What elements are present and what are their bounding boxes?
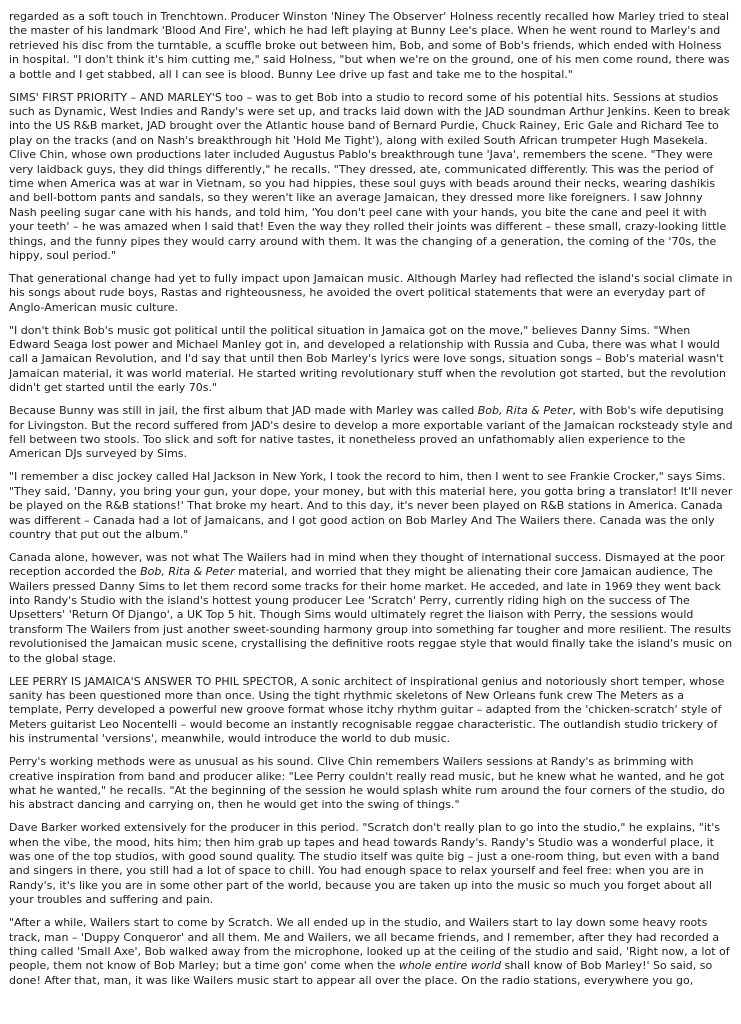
body-text: Dave Barker worked extensively for the producer in this period. "Scratch don't really plan to go into the studio," he explains, "it's when the vibe, the mood, hits him; then him grab up tapes and head towards Randy's. Randy's Studio was a wonderful place, it was one of the top studios, with good sound quality. The studio itself was quite big – just a one-room thing, but even with a band and singers in there, you still had a lot of space to chill. You had enough space to relax yourself and feel free: when you are in Randy's, it's like you are in some other part of the world, because you are taken up into the music so much you forget about all your troubles and suffering and pain.: [9, 821, 720, 907]
body-text: Canada alone, however, was not what The Wailers had in mind when they thought of international success. Dismayed at the poor reception accorded the: [9, 550, 725, 579]
italic-text: whole entire world: [398, 959, 502, 973]
body-text: LEE PERRY IS JAMAICA'S ANSWER TO PHIL SPECTOR, A sonic architect of inspirational genius and notoriously short temper, whose sanity has been questioned more than once. Using the tight rhythmic skeletons of New Orleans funk crew The Meters as a template, Perry developed a powerful new groove format whose itchy rhythm guitar – adapted from the 'chicken-scratch' style of Meters guitarist Leo Nocentelli – would become an instantly recognisable reggae characteristic. The outlandish studio trickery of his instrumental 'versions', meanwhile, would introduce the world to dub music.: [9, 674, 725, 746]
italic-text: Bob, Rita & Peter: [477, 404, 573, 418]
body-text: , with Bob's wife deputising for Livingston. But the record suffered from JAD's desire to develop a more exportable variant of the Jamaican rocksteady style and fell between two stools. Too slick and soft for native tastes, it nonetheless proved an unfathomably alien experience to the American DJs surveyed by Sims.: [9, 404, 733, 461]
paragraph: [9, 755, 733, 813]
paragraph: [9, 470, 733, 542]
body-text: SIMS' FIRST PRIORITY – AND MARLEY'S too – was to get Bob into a studio to record some of his potential hits. Sessions at studios such as Dynamic, West Indies and Randy's were set up, and tracks laid down with the JAD soundman Arthur Jenkins. Keen to break into the US R&B market, JAD brought over the Atlantic house band of Bernard Purdie, Chuck Rainey, Eric Gale and Richard Tee to play on the tracks (and on Nash's breakthrough hit 'Hold Me Tight'), along with exiled South African trumpeter Hugh Masekela. Clive Chin, whose own productions later included Augustus Pablo's breakthrough tune 'Java', remembers the scene. "They were very laidback guys, they did things differently," he recalls. "They dressed, ate, communicated differently. This was the period of time when America was at war in Vietnam, so you had hippies, these soul guys with beads around their necks, wearing dashikis and bell-bottom pants and sandals, so they weren't like an average Jamaican, they dressed more like foreigners. I saw Johnny Nash peeling sugar cane with his hands, and told him, 'You don't peel cane with your hands, you bite the cane and peel it with your teeth' – he was amazed when I said that! Even the way they rolled their joints was different – these small, crazy-looking little things, and the funny pipes they would carry around with them. It was the changing of a generation, the coming of the '70s, the hippy, soul period.": [9, 90, 731, 262]
paragraph: [9, 324, 733, 396]
body-text: regarded as a soft touch in Trenchtown. Producer Winston 'Niney The Observer' Holness recently recalled how Marley tried to steal the master of his landmark 'Blood And Fire', which he had left playing at Bunny Lee's place. When he went round to Marley's and retrieved his disc from the turntable, a scuffle broke out between him, Bob, and some of Bob's friends, which ended with Holness in hospital. "I don't think it's him cutting me," said Holness, "but when we're on the ground, one of his men come round, there was a bottle and I get stabbed, all I can see is blood. Bunny Lee drive up fast and take me to the hospital.": [9, 10, 730, 81]
body-text: Perry's working methods were as unusual as his sound. Clive Chin remembers Wailers sessions at Randy's as brimming with creative inspiration from band and producer alike: "Lee Perry couldn't really read music, but he knew what he wanted, and he got what he wanted," he recalls. "At the beginning of the session he would splash white rum around the four corners of the studio, do his abstract dancing and carrying on, then he would get into the swing of things.": [9, 755, 725, 812]
paragraph: [9, 821, 733, 907]
paragraph: [9, 675, 733, 747]
paragraph: [9, 404, 733, 462]
body-text: shall know of Bob Marley!' So said, so done! After that, man, it was like Wailers music start to appear all over the place. On the radio stations, everywhere you go,: [9, 959, 713, 987]
body-text: material, and worried that they might be alienating their core Jamaican audience, The Wailers pressed Danny Sims to let them record some tracks for their home market. He acceded, and late in 1969 they went back into Randy's Studio with the island's hottest young producer Lee 'Scratch' Perry, currently riding high on the success of The Upsetters' 'Return Of Django', a UK Top 5 hit. Though Sims would ultimately regret the liaison with Perry, the sessions would transform The Wailers from just another sweet-sounding harmony group into something far tougher and more resilient. The results revolutionised the Jamaican music scene, crystallising the definitive roots reggae style that would finally take the island's music on to the global stage.: [9, 565, 733, 665]
article-text: [9, 10, 733, 988]
body-text: "After a while, Wailers start to come by Scratch. We all ended up in the studio, and Wailers start to lay down some heavy roots track, man – 'Duppy Conqueror' and all them. Me and Wailers, we all became friends, and I remember, after they had recorded a thing called 'Small Axe', Bob walked away from the microphone, looked up at the ceiling of the studio and said, 'Right now, a lot of people, them not know of Bob Marley; but a time gon' come when the: [9, 916, 730, 973]
paragraph: [9, 551, 733, 666]
body-text: Because Bunny was still in jail, the first album that JAD made with Marley was called: [9, 404, 478, 418]
paragraph: [9, 10, 733, 82]
paragraph: [9, 272, 733, 315]
body-text: "I remember a disc jockey called Hal Jackson in New York, I took the record to him, then I went to see Frankie Crocker," says Sims. "They said, 'Danny, you bring your gun, your dope, your money, but with this material here, you gotta bring a translator! It'll never be played on the R&B stations!' That broke my heart. And to this day, it's never been played on R&B stations in America. Canada was different – Canada had a lot of Jamaicans, and I got good action on Bob Marley And The Wailers there. Canada was the only country that put out the album.": [9, 470, 733, 541]
body-text: That generational change had yet to fully impact upon Jamaican music. Although Marley had reflected the island's social climate in his songs about rude boys, Rastas and righteousness, he avoided the overt political statements that were an everyday part of Anglo-American music culture.: [9, 271, 733, 314]
paragraph: [9, 91, 733, 264]
italic-text: Bob, Rita & Peter: [140, 565, 235, 579]
body-text: "I don't think Bob's music got political until the political situation in Jamaica got on the move," believes Danny Sims. "When Edward Seaga lost power and Michael Manley got in, and developed a relationship with Russia and Cuba, there was what I would call a Jamaican Revolution, and I'd say that until then Bob Marley's lyrics were love songs, situation songs – Bob's material wasn't Jamaican material, it was world material. He started writing revolutionary stuff when the revolution got started, but the revolution didn't get started until the early 70s.": [9, 323, 726, 395]
paragraph: [9, 916, 733, 988]
